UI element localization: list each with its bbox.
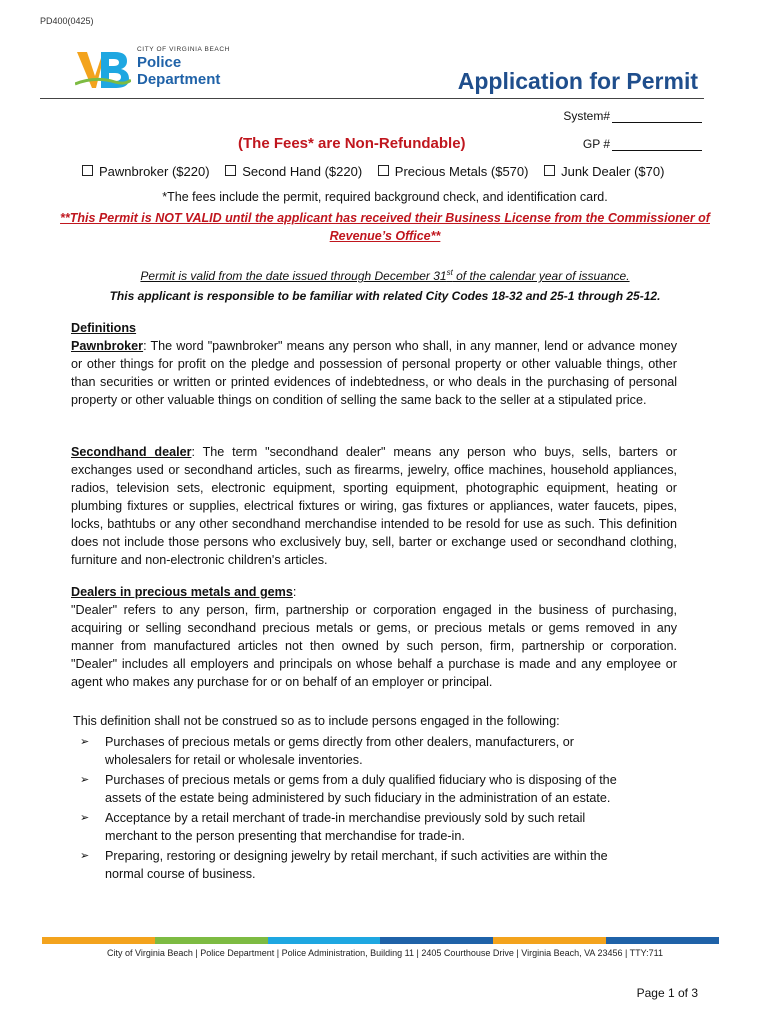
logo-city-text: CITY OF VIRGINIA BEACH xyxy=(137,46,230,53)
fees-heading: (The Fees* are Non-Refundable) xyxy=(238,135,466,152)
footer-address: City of Virginia Beach | Police Department | Police Administration, Building 11 | 2405 Courthouse Drive | Virginia Beach, VA 23456 | TTY:711 xyxy=(107,948,663,958)
arrow-bullet-icon: ➢ xyxy=(80,850,90,862)
definitions-heading: Definitions xyxy=(71,321,137,335)
logo-department-text: Department xyxy=(137,71,221,88)
arrow-bullet-icon: ➢ xyxy=(80,812,90,824)
footer-bar-segment xyxy=(42,937,155,944)
permit-type-options xyxy=(82,164,676,179)
gp-number-blank[interactable] xyxy=(612,138,702,151)
footer-bar-segment xyxy=(155,937,268,944)
page-number: Page 1 of 3 xyxy=(636,986,698,1000)
list-item-text: Preparing, restoring or designing jewelry by retail merchant, if such activities are within the normal course of business. xyxy=(105,849,608,881)
fees-include-note: *The fees include the permit, required background check, and identification card. xyxy=(162,190,608,204)
dealers-definition xyxy=(71,583,677,691)
system-number-blank[interactable] xyxy=(612,110,702,123)
footer-bar-segment xyxy=(380,937,493,944)
list-item-text: Purchases of precious metals or gems from a duly qualified fiduciary who is disposing of the assets of the estate being administered by such fiduciary in the administration of an estate. xyxy=(105,773,617,805)
option-label: Second Hand ($220) xyxy=(242,164,363,179)
checkbox[interactable] xyxy=(378,165,389,176)
page-title: Application for Permit xyxy=(457,68,698,94)
exclusion-list xyxy=(78,733,638,885)
secondhand-text: : The term "secondhand dealer" means any person who buys, sells, barters or exchanges used or secondhand articles, such as firearms, jewelry, office machines, household appliances, radios, television sets, electronic equipment, sporting equipment, photographic equipment, heating or plumbing fixtures or supplies, electrical fixtures or wiring, gas fixtures or appliances, water faucets, pipes, locks, bathtubs or any other secondhand merchandise intended to be resold for use as such. This definition does not include those persons who exclusively buy, sell, barter or exchange used or secondhand clothing, furniture and non-electronic children's articles. xyxy=(71,445,677,567)
list-item xyxy=(78,847,638,883)
arrow-bullet-icon: ➢ xyxy=(80,774,90,786)
list-item xyxy=(78,733,638,769)
vb-police-logo xyxy=(75,46,255,96)
logo-police-text: Police xyxy=(137,54,182,71)
dealers-text: "Dealer" refers to any person, firm, partnership or corporation engaged in the business of purchasing, acquiring or selling secondhand precious metals or gems, or precious metals or gems removed in any manner from manufactured articles not then owned by such person, firm, partnership or corporation. "Dealer" includes all employers and principals on whose behalf a purchase is made and any employee or agent who makes any purchase for or on behalf of an employer or principal. xyxy=(71,603,677,689)
list-item-text: Purchases of precious metals or gems directly from other dealers, manufacturers, or wholesalers for retail or wholesale inventories. xyxy=(105,735,574,767)
pawnbroker-text: : The word "pawnbroker" means any person who shall, in any manner, lend or advance money or other things for profit on the pledge and possession of personal property or other valuable things, other than securities or written or printed evidences of indebtedness, or who deals in the purchasing of personal property or other valuable things on condition of selling the same back to the seller at a stipulated price. xyxy=(71,339,677,407)
dealers-term: Dealers in precious metals and gems xyxy=(71,585,293,599)
form-code: PD400(0425) xyxy=(40,16,94,26)
list-item xyxy=(78,809,638,845)
vb-logo-icon xyxy=(75,46,131,92)
responsibility-note: This applicant is responsible to be familiar with related City Codes 18-32 and 25-1 through 25-12. xyxy=(109,289,661,303)
system-number-field[interactable] xyxy=(563,109,702,123)
validity-text-end: of the calendar year of issuance. xyxy=(452,269,630,283)
footer-bar-segment xyxy=(606,937,719,944)
not-valid-warning: **This Permit is NOT VALID until the applicant has received their Business License from the Commissioner of Revenue’s Office** xyxy=(60,211,710,243)
list-item-text: Acceptance by a retail merchant of trade-in merchandise previously sold by such retail merchant to the person presenting that merchandise for trade-in. xyxy=(105,811,586,843)
pawnbroker-definition xyxy=(71,337,677,409)
list-item xyxy=(78,771,638,807)
permit-option-second-hand[interactable] xyxy=(225,164,362,179)
exclusion-intro: This definition shall not be construed so as to include persons engaged in the following: xyxy=(73,714,560,728)
validity-text: Permit is valid from the date issued through December 31 xyxy=(140,269,447,283)
option-label: Junk Dealer ($70) xyxy=(561,164,665,179)
system-label: System# xyxy=(563,109,610,123)
permit-option-precious-metals[interactable] xyxy=(378,164,529,179)
option-label: Pawnbroker ($220) xyxy=(99,164,210,179)
secondhand-definition xyxy=(71,443,677,569)
checkbox[interactable] xyxy=(225,165,236,176)
secondhand-term: Secondhand dealer xyxy=(71,445,192,459)
permit-option-junk-dealer[interactable] xyxy=(544,164,664,179)
checkbox[interactable] xyxy=(544,165,555,176)
title-divider xyxy=(40,98,704,99)
gp-number-field[interactable] xyxy=(583,137,702,151)
arrow-bullet-icon: ➢ xyxy=(80,736,90,748)
footer-bar-segment xyxy=(268,937,381,944)
footer-bar-segment xyxy=(493,937,606,944)
footer-color-bar xyxy=(42,937,719,944)
validity-note xyxy=(0,268,770,283)
dealers-colon: : xyxy=(292,585,297,599)
gp-label: GP # xyxy=(582,137,610,151)
option-label: Precious Metals ($570) xyxy=(394,164,529,179)
permit-option-pawnbroker[interactable] xyxy=(82,164,210,179)
validity-sup: st xyxy=(446,268,453,277)
checkbox[interactable] xyxy=(82,165,93,176)
pawnbroker-term: Pawnbroker xyxy=(71,339,144,353)
